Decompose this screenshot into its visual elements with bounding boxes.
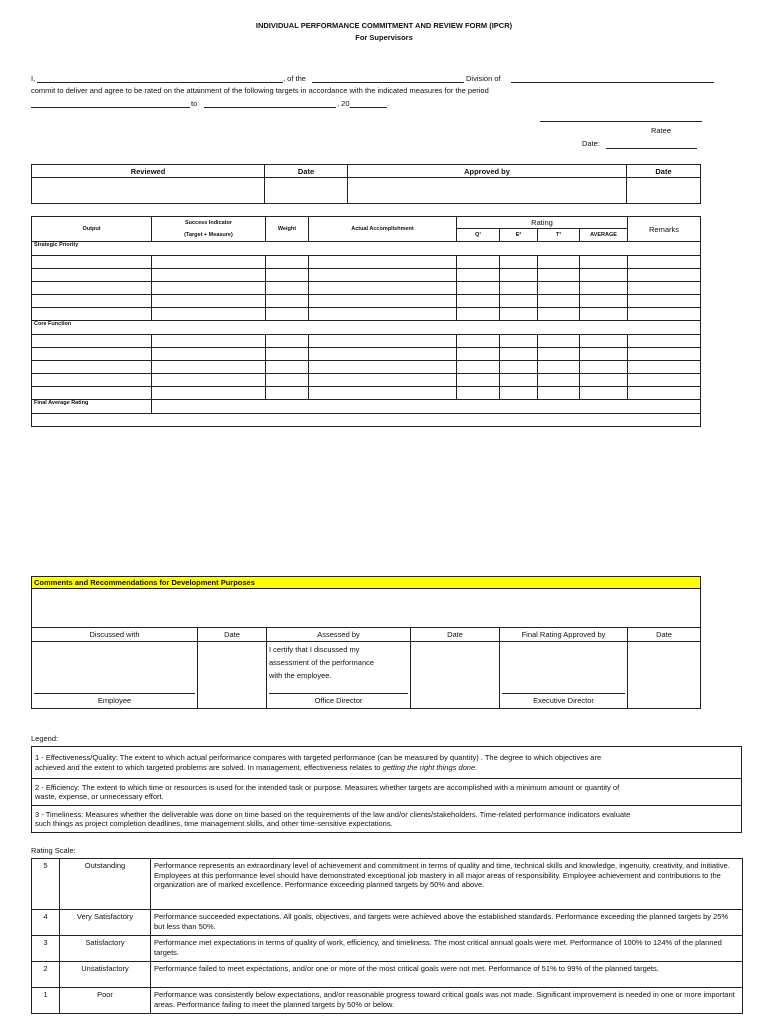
rating-row-very-satisfactory (32, 910, 743, 936)
rating-row-satisfactory (32, 936, 743, 962)
employee-date-cell[interactable] (198, 642, 267, 709)
assessed-date-header: Date (411, 628, 500, 642)
table-row (32, 295, 701, 308)
executive-director-date-cell[interactable] (628, 642, 701, 709)
division-label: Division of (466, 74, 501, 83)
comments-field[interactable] (32, 589, 701, 628)
approval-date-cell[interactable] (627, 178, 701, 204)
period-start-blank[interactable] (31, 107, 190, 108)
rating-e-header: E² (500, 229, 538, 242)
rating-number: 5 (32, 859, 60, 910)
core-function-section: Core Function (32, 321, 701, 335)
comments-table (31, 576, 701, 709)
rating-number: 3 (32, 936, 60, 962)
legend-timeliness: 3 - Timeliness: Measures whether the deliverable was done on time based on the requirements of the law and/or clients/stakeholders. Time-related performance indicators evaluate such things as project completion deadlines, time management skills, and other time-sensitive expectations. (32, 806, 742, 833)
final-blank-row[interactable] (32, 414, 701, 427)
office-director-label: Office Director (269, 693, 408, 708)
employee-signature-cell[interactable] (32, 642, 198, 709)
rating-row-unsatisfactory (32, 962, 743, 988)
rating-name: Unsatisfactory (60, 962, 151, 988)
office-director-date-cell[interactable] (411, 642, 500, 709)
rating-description: Performance was consistently below expectations, and/or reasonable progress toward critical goals was not made. Significant improvement is needed in one or more important areas. Performance failing to meet the planned targets by 50% or below. (151, 988, 743, 1014)
table-row (32, 348, 701, 361)
to-label: to (191, 99, 198, 108)
rating-description: Performance failed to meet expectations, and/or one or more of the most critical goals were not met. Performance of 51% to 99% of the planned targets. (151, 962, 743, 988)
weight-header: Weight (266, 217, 309, 242)
rating-name: Outstanding (60, 859, 151, 910)
rating-row-poor (32, 988, 743, 1014)
executive-director-label: Executive Director (502, 693, 625, 708)
division-blank[interactable] (511, 82, 714, 83)
success-indicator-subheader: (Target + Measure) (152, 229, 266, 242)
legend-table (31, 746, 742, 833)
rating-name: Satisfactory (60, 936, 151, 962)
employee-label: Employee (34, 693, 195, 708)
legend-effectiveness: 1 - Effectiveness/Quality: The extent to which actual performance compares with targeted performance (can be measured by quantity) . The degree to which objectives are achieved and the extent to which targeted problems are solved. In management, effectiveness relates to getting the right things done. (32, 747, 742, 779)
executive-director-signature-cell[interactable] (500, 642, 628, 709)
rating-average-header: AVERAGE (580, 229, 628, 242)
rating-number: 4 (32, 910, 60, 936)
table-row (32, 387, 701, 400)
certify-statement: I certify that I discussed my assessment of the performance with the employee. (269, 645, 375, 680)
rating-description: Performance represents an extraordinary level of achievement and commitment in terms of quality and time, technical skills and knowledge, ingenuity, creativity, and initiative. Employees at this performance level should have demonstrated exceptional job mastery in all major areas of responsibility. Employee achievement and contributions to the organization are of marked excellence. Performance exceeding planned targets by 50% and above. (151, 859, 743, 910)
table-row (32, 269, 701, 282)
rating-name: Very Satisfactory (60, 910, 151, 936)
form-subtitle: For Supervisors (355, 33, 413, 42)
of-label: , of the (283, 74, 306, 83)
name-blank[interactable] (37, 82, 283, 83)
review-date-header: Date (265, 165, 348, 178)
comments-title: Comments and Recommendations for Development Purposes (32, 577, 701, 589)
position-blank[interactable] (312, 82, 464, 83)
reviewed-header: Reviewed (32, 165, 265, 178)
rating-header: Rating (457, 217, 628, 229)
final-average-rating-cell[interactable] (152, 400, 701, 414)
table-row (32, 374, 701, 387)
approved-date-header: Date (628, 628, 701, 642)
review-date-cell[interactable] (265, 178, 348, 204)
commitment-line-1: I, (31, 74, 35, 84)
rating-row-outstanding (32, 859, 743, 910)
reviewed-cell[interactable] (32, 178, 265, 204)
table-row (32, 282, 701, 295)
table-row (32, 256, 701, 269)
discussed-with-header: Discussed with (32, 628, 198, 642)
period-end-dot: . (387, 99, 390, 108)
rating-t-header: T³ (538, 229, 580, 242)
table-row (32, 335, 701, 348)
ratee-date-label: Date: (582, 139, 600, 148)
legend-efficiency: 2 - Efficiency: The extent to which time or resources is used for the intended task or purpose. Measures whether targets are accomplished with a minimum amount or quantity of waste, expense, or unnecessary effort. (32, 779, 742, 806)
period-end-blank[interactable] (204, 107, 336, 108)
strategic-priority-section: Strategic Priority (32, 242, 701, 256)
review-approval-table (31, 164, 701, 204)
performance-table (31, 216, 701, 427)
final-average-rating-label: Final Average Rating (32, 400, 152, 414)
rating-number: 2 (32, 962, 60, 988)
form-title: INDIVIDUAL PERFORMANCE COMMITMENT AND REVIEW FORM (IPCR) (255, 21, 513, 30)
rating-description: Performance succeeded expectations. All goals, objectives, and targets were achieved above the established standards. Performance exceeding the planned targets by 25% but less than 50%. (151, 910, 743, 936)
rating-scale-table (31, 858, 743, 1014)
success-indicator-header: Success Indicator (152, 217, 266, 229)
ratee-date-blank[interactable] (606, 148, 697, 149)
rating-scale-label: Rating Scale: (31, 846, 76, 855)
assessed-by-header: Assessed by (267, 628, 411, 642)
office-director-signature-cell[interactable] (267, 642, 411, 709)
actual-accomplishment-header: Actual Accomplishment (309, 217, 457, 242)
ratee-signature-line[interactable] (540, 121, 702, 122)
final-rating-approved-header: Final Rating Approved by (500, 628, 628, 642)
year-blank[interactable] (350, 107, 387, 108)
approved-by-header: Approved by (348, 165, 627, 178)
rating-q-header: Q¹ (457, 229, 500, 242)
approval-date-header: Date (627, 165, 701, 178)
table-row (32, 308, 701, 321)
legend-label: Legend: (31, 734, 59, 743)
table-row (32, 361, 701, 374)
remarks-header: Remarks (628, 217, 701, 242)
output-header: Output (32, 217, 152, 242)
rating-name: Poor (60, 988, 151, 1014)
rating-number: 1 (32, 988, 60, 1014)
rating-description: Performance met expectations in terms of quality of work, efficiency, and timeliness. The most critical annual goals were met. Performance of 100% to 124% of the planned targets. (151, 936, 743, 962)
year-label: , 20 (337, 99, 350, 108)
discussed-date-header: Date (198, 628, 267, 642)
ratee-label: Ratee (651, 126, 672, 135)
commitment-line-2: commit to deliver and agree to be rated on the attainment of the following targets in accordance with the indicated measures for the period (31, 86, 489, 95)
approved-by-cell[interactable] (348, 178, 627, 204)
